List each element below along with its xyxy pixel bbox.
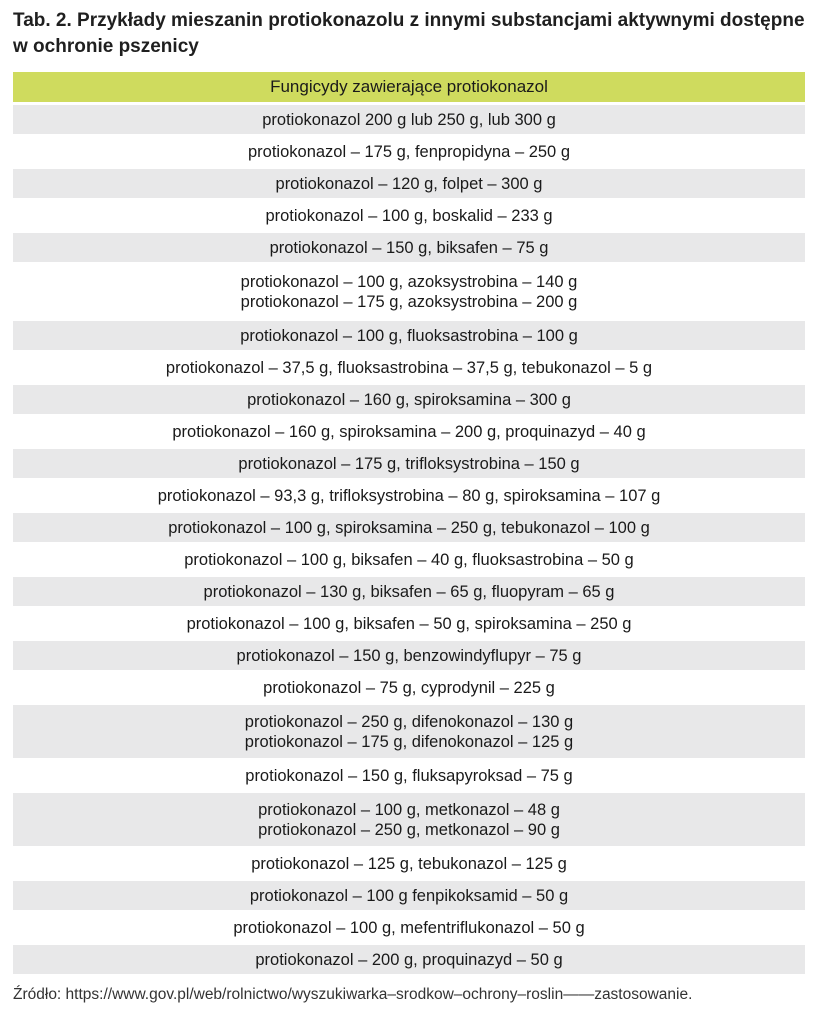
table-row bbox=[13, 318, 805, 350]
table-row bbox=[13, 382, 805, 414]
table-cell-text: protiokonazol – 100 g, fluoksastrobina – 100 g bbox=[240, 326, 578, 345]
table-cell-text: protiokonazol – 175 g, trifloksystrobina – 150 g bbox=[238, 454, 580, 473]
table-row bbox=[13, 574, 805, 606]
table-row bbox=[13, 790, 805, 846]
table-cell-text: protiokonazol – 37,5 g, fluoksastrobina – 37,5 g, tebukonazol – 5 g bbox=[165, 358, 653, 377]
table-row bbox=[13, 198, 805, 230]
table-cell-text: protiokonazol – 160 g, spiroksamina – 300 g bbox=[247, 390, 571, 409]
table-cell-text: protiokonazol – 120 g, folpet – 300 g bbox=[275, 174, 543, 193]
table-cell-text: protiokonazol – 150 g, benzowindyflupyr – 75 g bbox=[236, 646, 582, 665]
table-cell-text: protiokonazol – 175 g, difenokonazol – 125 g bbox=[244, 732, 574, 751]
table-cell-text: protiokonazol – 250 g, metkonazol – 90 g bbox=[258, 820, 560, 839]
table-cell-text: protiokonazol – 100 g, mefentriflukonazol – 50 g bbox=[233, 918, 585, 937]
table-row bbox=[13, 542, 805, 574]
table-row bbox=[13, 846, 805, 878]
table-title: Tab. 2. Przykłady mieszanin protiokonazolu z innymi substancjami aktywnymi dostępne w ochronie pszenicy bbox=[13, 10, 805, 57]
table-row bbox=[13, 606, 805, 638]
table-cell-text: protiokonazol – 175 g, fenpropidyna – 250 g bbox=[248, 142, 570, 161]
table-cell-text: protiokonazol – 250 g, difenokonazol – 130 g bbox=[244, 712, 574, 731]
fungicide-table bbox=[13, 72, 805, 974]
table-row bbox=[13, 414, 805, 446]
table-row bbox=[13, 230, 805, 262]
table-cell-text: protiokonazol – 100 g fenpikoksamid – 50 g bbox=[249, 886, 569, 905]
table-row bbox=[13, 262, 805, 318]
table-row bbox=[13, 102, 805, 134]
table-cell-text: protiokonazol – 100 g, biksafen – 40 g, fluoksastrobina – 50 g bbox=[184, 550, 634, 569]
table-cell-text: protiokonazol – 93,3 g, trifloksystrobina – 80 g, spiroksamina – 107 g bbox=[157, 486, 661, 505]
table-cell-text: protiokonazol – 160 g, spiroksamina – 200 g, proquinazyd – 40 g bbox=[172, 422, 646, 441]
table-row bbox=[13, 350, 805, 382]
table-row bbox=[13, 670, 805, 702]
table-cell-text: protiokonazol – 200 g, proquinazyd – 50 g bbox=[255, 950, 563, 969]
table-cell-text: protiokonazol – 100 g, spiroksamina – 250 g, tebukonazol – 100 g bbox=[168, 518, 650, 537]
table-row bbox=[13, 702, 805, 758]
table-row bbox=[13, 134, 805, 166]
table-cell-text: protiokonazol 200 g lub 250 g, lub 300 g bbox=[262, 110, 556, 129]
table-cell-text: protiokonazol – 100 g, azoksystrobina – 140 g bbox=[240, 272, 578, 291]
table-row bbox=[13, 758, 805, 790]
table-body bbox=[13, 102, 805, 974]
table-header: Fungicydy zawierające protiokonazol bbox=[13, 72, 805, 102]
table-cell-text: protiokonazol – 75 g, cyprodynil – 225 g bbox=[263, 678, 555, 697]
table-cell-text: protiokonazol – 150 g, biksafen – 75 g bbox=[269, 238, 549, 257]
table-row bbox=[13, 166, 805, 198]
table-cell-text: protiokonazol – 100 g, metkonazol – 48 g bbox=[258, 800, 560, 819]
table-row bbox=[13, 638, 805, 670]
table-row bbox=[13, 878, 805, 910]
table-row bbox=[13, 942, 805, 974]
table-cell-text: protiokonazol – 100 g, biksafen – 50 g, spiroksamina – 250 g bbox=[186, 614, 632, 633]
table-cell-text: protiokonazol – 100 g, boskalid – 233 g bbox=[265, 206, 553, 225]
table-row bbox=[13, 510, 805, 542]
source-note: Źródło: https://www.gov.pl/web/rolnictwo/wyszukiwarka–srodkow–ochrony–roslin——zastosowanie. bbox=[13, 986, 693, 1003]
table-cell-text: protiokonazol – 175 g, azoksystrobina – 200 g bbox=[240, 292, 578, 311]
table-cell-text: protiokonazol – 130 g, biksafen – 65 g, fluopyram – 65 g bbox=[203, 582, 615, 601]
table-row bbox=[13, 478, 805, 510]
table-row bbox=[13, 910, 805, 942]
table-row bbox=[13, 446, 805, 478]
table-cell-text: protiokonazol – 125 g, tebukonazol – 125 g bbox=[251, 854, 567, 873]
table-cell-text: protiokonazol – 150 g, fluksapyroksad – 75 g bbox=[245, 766, 573, 785]
